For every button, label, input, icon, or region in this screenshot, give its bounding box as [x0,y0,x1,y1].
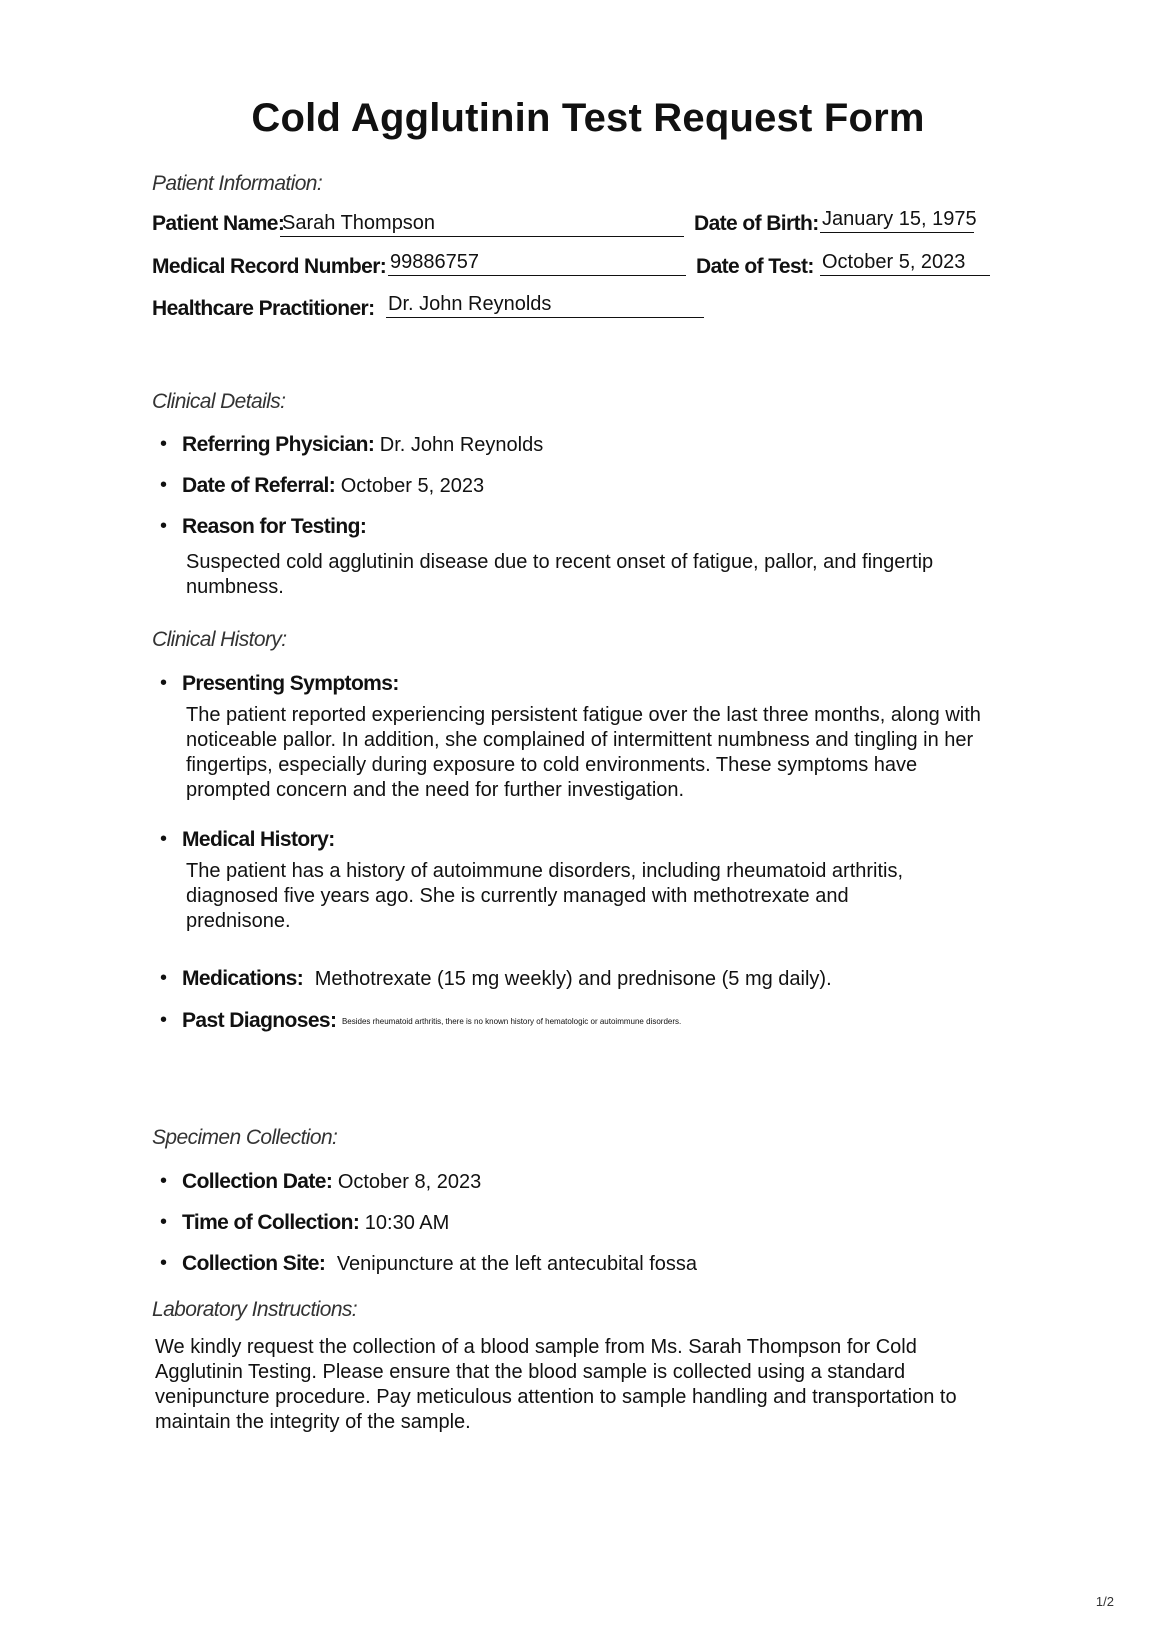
collection-time-label: Time of Collection: [182,1211,360,1234]
reason-value: Suspected cold agglutinin disease due to recent onset of fatigue, pallor, and fingertip numbness. [186,551,934,598]
medications-value: Methotrexate (15 mg weekly) and prednisone (5 mg daily). [314,968,832,990]
referring-physician-label: Referring Physician: [182,433,375,456]
test-date-label: Date of Test: [696,255,814,278]
clinical-details-heading: Clinical Details: [152,390,286,413]
list-item [152,515,992,539]
collection-time-value: 10:30 AM [364,1212,450,1234]
list-item [152,828,992,852]
page-title: Cold Agglutinin Test Request Form [251,96,925,140]
dob-field [694,208,994,242]
list-item [152,1252,992,1276]
collection-site-value: Venipuncture at the left antecubital fossa [336,1253,698,1275]
collection-site-label: Collection Site: [182,1252,326,1275]
referral-date-value: October 5, 2023 [340,475,485,497]
past-diagnoses-value: Besides rheumatoid arthritis, there is no known history of hematologic or autoimmune disorders. [341,1017,682,1027]
medical-history-label: Medical History: [182,828,335,851]
patient-info-heading: Patient Information: [152,172,323,195]
page-number: 1/2 [1095,1594,1114,1609]
dob-value[interactable]: January 15, 1975 [820,208,974,233]
list-item [152,1211,992,1235]
practitioner-value[interactable]: Dr. John Reynolds [386,293,704,318]
mrn-field [152,251,692,285]
dob-label: Date of Birth: [694,212,819,235]
lab-instructions-text: We kindly request the collection of a blood sample from Ms. Sarah Thompson for Cold Agglutinin Testing. Please ensure that the blood sample is collected using a standard venipuncture procedure. Pay meticulous attention to sample handling and transportation to maintain the integrity of the sample. [155,1336,957,1433]
clinical-history-heading: Clinical History: [152,628,287,651]
specimen-list [152,1170,992,1276]
clinical-details-list [152,433,992,539]
patient-name-value[interactable]: Sarah Thompson [280,212,684,237]
medications-label: Medications: [182,967,304,990]
past-diagnoses-label: Past Diagnoses: [182,1009,337,1032]
list-item [152,433,992,457]
symptoms-value: The patient reported experiencing persistent fatigue over the last three months, along with noticeable pallor. In addition, she complained of intermittent numbness and tingling in her fingertips, especially during exposure to cold environments. These symptoms have prompted concern and the need for further investigation. [186,704,981,801]
list-item [152,672,992,696]
list-item [152,474,992,498]
mrn-label: Medical Record Number: [152,255,387,278]
collection-date-value: October 8, 2023 [337,1171,482,1193]
collection-date-label: Collection Date: [182,1170,333,1193]
patient-name-field [152,212,692,242]
referral-date-label: Date of Referral: [182,474,336,497]
mrn-value[interactable]: 99886757 [388,251,686,276]
practitioner-field [152,293,712,327]
list-item [152,967,1052,991]
test-date-value[interactable]: October 5, 2023 [820,251,990,276]
medical-history-value: The patient has a history of autoimmune disorders, including rheumatoid arthritis, diagnosed five years ago. She is currently managed with methotrexate and prednisone. [186,860,904,932]
medical-history-list [152,828,992,852]
medications-list [152,967,1052,1033]
referring-physician-value: Dr. John Reynolds [379,434,544,456]
test-date-field [696,251,996,285]
list-item [152,1170,992,1194]
patient-name-label: Patient Name: [152,212,285,235]
list-item [152,1009,1052,1033]
symptoms-list [152,672,992,696]
lab-instructions-heading: Laboratory Instructions: [152,1298,358,1321]
symptoms-label: Presenting Symptoms: [182,672,399,695]
practitioner-label: Healthcare Practitioner: [152,297,375,320]
reason-label: Reason for Testing: [182,515,367,538]
specimen-heading: Specimen Collection: [152,1126,338,1149]
